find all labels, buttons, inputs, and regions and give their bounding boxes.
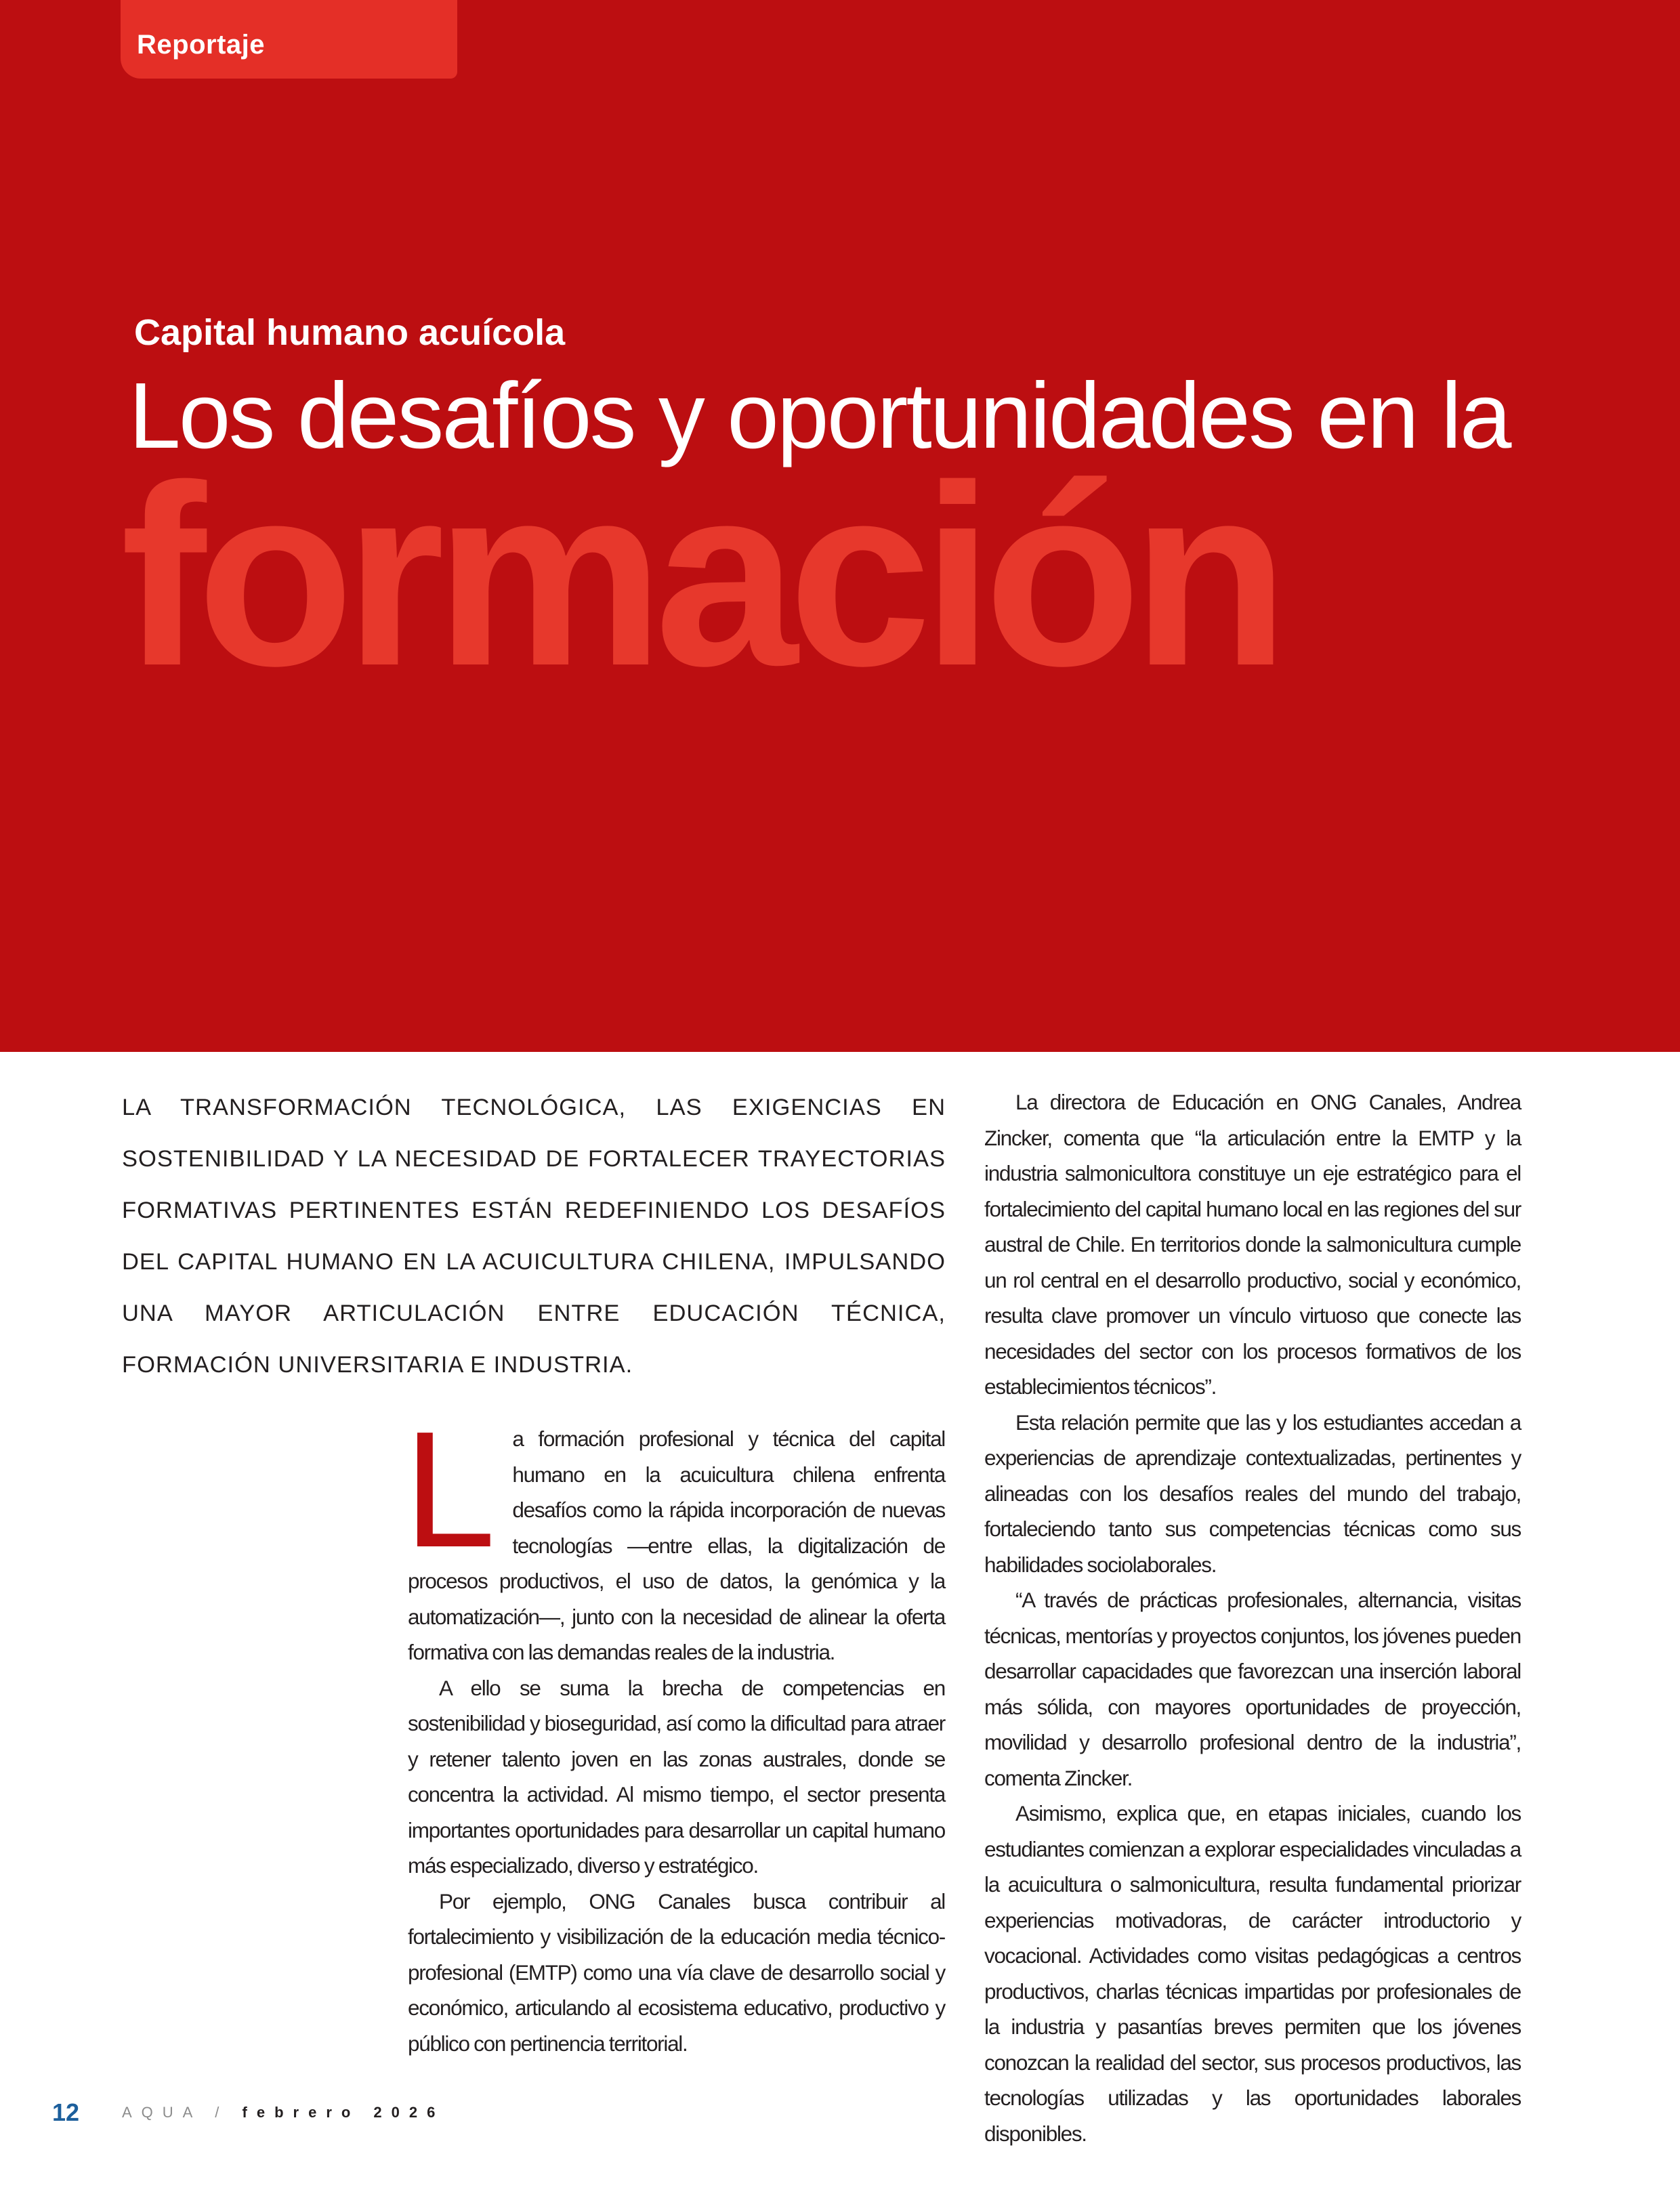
paragraph: Asimismo, explica que, en etapas iniciales, cuando los estudiantes comienzan a explorar especialidades vinculadas a la acuicultura o salmonicultura, resulta fundamental priorizar experiencias motivadoras, de carácter introductorio y vocacional. Actividades como visitas pedagógicas a centros productivos, charlas técnicas impartidas por profesionales de la industria y pasantías breves permiten que los jóvenes conozcan la realidad del sector, sus procesos productivos, las tecnologías utilizadas y las oportunidades laborales disponibles. bbox=[984, 1801, 1521, 2146]
body-column-2 bbox=[984, 1084, 1521, 2151]
paragraph: a formación profesional y técnica del capital humano en la acuicultura chilena enfrenta desafíos como la rápida incorporación de nuevas tecnologías —entre ellas, la digitalización de procesos productivos, el uso de datos, la genómica y la automatización—, junto con la necesidad de alinear la oferta formativa con las demandas reales de la industria. bbox=[408, 1426, 945, 1664]
footer-publication bbox=[122, 2104, 444, 2121]
paragraph: A ello se suma la brecha de competencias en sostenibilidad y bioseguridad, así como la dificultad para atraer y retener talento joven en las zonas australes, donde se concentra la actividad. Al mismo tiempo, el sector presenta importantes oportunidades para desarrollar un capital humano más especializado, diverso y estratégico. bbox=[408, 1675, 945, 1878]
headline: Los desafíos y oportunidades en la bbox=[129, 364, 1510, 468]
lede-paragraph: LA TRANSFORMACIÓN TECNOLÓGICA, LAS EXIGENCIAS EN SOSTENIBILIDAD Y LA NECESIDAD DE FORTALECER TRAYECTORIAS FORMATIVAS PERTINENTES ESTÁN REDEFINIENDO LOS DESAFÍOS DEL CAPITAL HUMANO EN LA ACUICULTURA CHILENA, IMPULSANDO UNA MAYOR ARTICULACIÓN ENTRE EDUCACIÓN TÉCNICA, FORMACIÓN UNIVERSITARIA E INDUSTRIA. bbox=[122, 1095, 946, 1378]
paragraph: “A través de prácticas profesionales, alternancia, visitas técnicas, mentorías y proyectos conjuntos, los jóvenes pueden desarrollar capacidades que favorezcan una inserción laboral más sólida, con mayores oportunidades de proyección, movilidad y desarrollo profesional dentro de la industria”, comenta Zincker. bbox=[984, 1588, 1521, 1790]
headline-bigword: formación bbox=[121, 431, 1280, 719]
page-number: 12 bbox=[52, 2098, 80, 2126]
magazine-name: AQUA bbox=[122, 2104, 202, 2121]
paragraph: La directora de Educación en ONG Canales, Andrea Zincker, comenta que “la articulación entre la EMTP y la industria salmonicultora constituye un eje estratégico para el fortalecimiento del capital humano local en las regiones del sur austral de Chile. En territorios donde la salmonicultura cumple un rol central en el desarrollo productivo, social y económico, resulta clave promover un vínculo virtuoso que conecte las necesidades del sector con los procesos formativos de los establecimientos técnicos”. bbox=[984, 1090, 1521, 1399]
section-tab bbox=[121, 0, 457, 79]
drop-cap: L bbox=[404, 1397, 495, 1582]
footer-separator: / bbox=[215, 2104, 229, 2121]
body-column-1 bbox=[404, 1397, 945, 2061]
paragraph: Por ejemplo, ONG Canales busca contribuir al fortalecimiento y visibilización de la educación media técnico-profesional (EMTP) como una vía clave de desarrollo social y económico, articulando al ecosistema educativo, productivo y público con pertinencia territorial. bbox=[408, 1888, 945, 2056]
hero-banner bbox=[0, 0, 1680, 1052]
kicker: Capital humano acuícola bbox=[134, 312, 566, 353]
section-label: Reportaje bbox=[137, 30, 265, 60]
issue-date: febrero 2026 bbox=[242, 2104, 445, 2121]
paragraph: Esta relación permite que las y los estudiantes accedan a experiencias de aprendizaje contextualizadas, pertinentes y alineadas con los desafíos reales del mundo del trabajo, fortaleciendo tanto sus competencias técnicas como sus habilidades sociolaborales. bbox=[984, 1410, 1521, 1577]
